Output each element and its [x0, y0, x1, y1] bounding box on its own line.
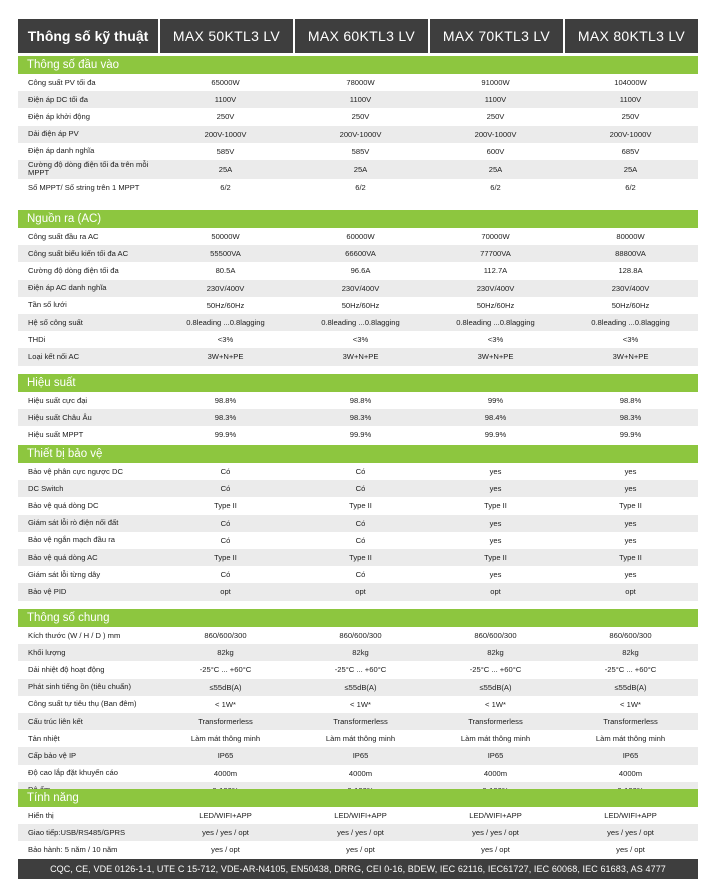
- cell-value: 99.9%: [349, 430, 372, 440]
- row-label: Hiển thị: [28, 810, 54, 820]
- section-title: Tính năng: [18, 789, 698, 807]
- cell-value: Có: [355, 535, 366, 545]
- table-row: [18, 583, 698, 600]
- row-label: Cấp bảo vệ IP: [28, 750, 77, 760]
- cell-value: IP65: [487, 751, 504, 761]
- cell-value: 78000W: [346, 78, 375, 88]
- row-label: Giao tiếp:USB/RS485/GPRS: [28, 827, 126, 837]
- cell-value: Có: [220, 535, 231, 545]
- cell-value: Có: [220, 570, 231, 580]
- table-row: [18, 713, 698, 730]
- cell-value: 250V: [351, 112, 370, 122]
- cell-value: 1100V: [619, 95, 642, 105]
- cell-value: Làm mát thông minh: [595, 734, 666, 744]
- cell-value: 50000W: [211, 232, 240, 242]
- cell-value: Làm mát thông minh: [460, 734, 531, 744]
- model-header: MAX 50KTL3 LV: [158, 19, 293, 53]
- table-header: [18, 19, 698, 53]
- cell-value: yes / yes / opt: [472, 828, 519, 838]
- cell-value: yes / yes / opt: [337, 828, 384, 838]
- table-row: [18, 463, 698, 480]
- cell-value: 230V/400V: [341, 283, 380, 293]
- spec-section: [18, 56, 698, 196]
- cell-value: yes: [624, 535, 637, 545]
- table-row: [18, 179, 698, 196]
- cell-value: 25A: [488, 164, 503, 174]
- cell-value: ≤55dB(A): [344, 682, 377, 692]
- section-title: Thông số đầu vào: [18, 56, 698, 74]
- cell-value: LED/WIFI+APP: [469, 811, 522, 821]
- cell-value: Type II: [349, 501, 372, 511]
- cell-value: 50Hz/60Hz: [476, 300, 515, 310]
- cell-value: -25°C ... +60°C: [604, 665, 657, 675]
- table-row: [18, 245, 698, 262]
- cell-value: IP65: [352, 751, 369, 761]
- cell-value: LED/WIFI+APP: [604, 811, 657, 821]
- row-label: Tần số lưới: [28, 300, 67, 310]
- row-label: Bảo vệ phân cực ngược DC: [28, 466, 123, 476]
- cell-value: 99%: [487, 396, 504, 406]
- table-row: [18, 392, 698, 409]
- table-row: [18, 661, 698, 678]
- cell-value: ≤55dB(A): [209, 682, 242, 692]
- table-row: [18, 807, 698, 824]
- cell-value: 98.8%: [349, 396, 372, 406]
- cell-value: 98.3%: [214, 413, 237, 423]
- cell-value: 4000m: [348, 768, 373, 778]
- cell-value: <3%: [622, 335, 639, 345]
- cell-value: 82kg: [217, 648, 234, 658]
- cell-value: opt: [220, 587, 231, 597]
- cell-value: Làm mát thông minh: [190, 734, 261, 744]
- table-row: [18, 532, 698, 549]
- table-row: [18, 426, 698, 443]
- cell-value: 200V-1000V: [609, 129, 652, 139]
- cell-value: ≤55dB(A): [479, 682, 512, 692]
- row-label: Số MPPT/ Số string trên 1 MPPT: [28, 182, 140, 192]
- cell-value: 99.9%: [619, 430, 642, 440]
- cell-value: < 1W*: [350, 699, 371, 709]
- cell-value: 685V: [621, 146, 640, 156]
- cell-value: 1100V: [349, 95, 372, 105]
- cell-value: 6/2: [220, 183, 231, 193]
- cell-value: 60000W: [346, 232, 375, 242]
- row-label: Hiệu suất MPPT: [28, 429, 84, 439]
- cell-value: 80.5A: [215, 266, 236, 276]
- cell-value: yes: [624, 467, 637, 477]
- cell-value: yes: [489, 484, 502, 494]
- spec-section: [18, 374, 698, 444]
- cell-value: 25A: [623, 164, 638, 174]
- cell-value: 112.7A: [483, 266, 508, 276]
- table-row: [18, 627, 698, 644]
- cell-value: 91000W: [481, 78, 510, 88]
- table-row: [18, 824, 698, 841]
- row-label: Hiệu suất cực đại: [28, 395, 88, 405]
- section-title: Nguồn ra (AC): [18, 210, 698, 228]
- cell-value: Có: [220, 467, 231, 477]
- cell-value: 6/2: [625, 183, 636, 193]
- table-row: [18, 747, 698, 764]
- cell-value: yes / opt: [211, 845, 240, 855]
- cell-value: Transformerless: [468, 717, 523, 727]
- cell-value: Type II: [349, 553, 372, 563]
- cell-value: 0.8leading ...0.8lagging: [186, 318, 265, 328]
- row-label: Tản nhiệt: [28, 733, 60, 743]
- cell-value: yes: [489, 467, 502, 477]
- row-label: Dải nhiệt độ hoạt động: [28, 664, 105, 674]
- cell-value: yes: [624, 518, 637, 528]
- model-header: MAX 70KTL3 LV: [428, 19, 563, 53]
- cell-value: Có: [355, 467, 366, 477]
- row-label: Công suất biểu kiến tối đa AC: [28, 248, 129, 258]
- row-label: Dải điện áp PV: [28, 129, 79, 139]
- cell-value: yes: [489, 535, 502, 545]
- row-label: Loại kết nối AC: [28, 351, 80, 361]
- cell-value: 0.8leading ...0.8lagging: [591, 318, 670, 328]
- model-header: MAX 60KTL3 LV: [293, 19, 428, 53]
- cell-value: 50Hz/60Hz: [206, 300, 245, 310]
- cell-value: Type II: [619, 553, 642, 563]
- row-label: Công suất tự tiêu thụ (Ban đêm): [28, 699, 137, 709]
- table-row: [18, 108, 698, 125]
- cell-value: 50Hz/60Hz: [341, 300, 380, 310]
- cell-value: IP65: [217, 751, 234, 761]
- cell-value: yes: [489, 518, 502, 528]
- cell-value: Type II: [214, 501, 237, 511]
- cell-value: 585V: [216, 146, 235, 156]
- row-label: Hệ số công suất: [28, 317, 83, 327]
- row-label: Công suất PV tối đa: [28, 77, 96, 87]
- cell-value: yes: [624, 570, 637, 580]
- row-label: Điện áp danh nghĩa: [28, 146, 95, 156]
- cell-value: 98.3%: [349, 413, 372, 423]
- cell-value: -25°C ... +60°C: [199, 665, 252, 675]
- cell-value: 104000W: [614, 78, 647, 88]
- cell-value: 200V-1000V: [339, 129, 382, 139]
- cell-value: yes / yes / opt: [607, 828, 654, 838]
- table-row: [18, 515, 698, 532]
- cell-value: opt: [490, 587, 501, 597]
- cell-value: 25A: [353, 164, 368, 174]
- cell-value: <3%: [352, 335, 369, 345]
- cell-value: 3W+N+PE: [207, 352, 244, 362]
- cell-value: 230V/400V: [611, 283, 650, 293]
- cell-value: 77700VA: [480, 249, 511, 259]
- cell-value: 4000m: [483, 768, 508, 778]
- cell-value: yes: [489, 570, 502, 580]
- table-row: [18, 644, 698, 661]
- cell-value: Có: [355, 570, 366, 580]
- cell-value: IP65: [622, 751, 639, 761]
- spec-section: [18, 210, 698, 366]
- cell-value: Transformerless: [603, 717, 658, 727]
- cell-value: Transformerless: [198, 717, 253, 727]
- cell-value: 0.8leading ...0.8lagging: [321, 318, 400, 328]
- cell-value: 99.9%: [214, 430, 237, 440]
- cell-value: 82kg: [622, 648, 639, 658]
- certifications-footer: CQC, CE, VDE 0126-1-1, UTE C 15-712, VDE-AR-N4105, EN50438, DRRG, CEI 0-16, BDEW, IEC 62116, IEC61727, IEC 60068, IEC 61683, AS 4777: [18, 859, 698, 879]
- cell-value: 80000W: [616, 232, 645, 242]
- cell-value: < 1W*: [215, 699, 236, 709]
- table-row: [18, 696, 698, 713]
- cell-value: 98.3%: [619, 413, 642, 423]
- cell-value: -25°C ... +60°C: [334, 665, 387, 675]
- table-row: [18, 409, 698, 426]
- cell-value: Có: [355, 518, 366, 528]
- cell-value: Có: [355, 484, 366, 494]
- cell-value: yes / opt: [481, 845, 510, 855]
- table-row: [18, 91, 698, 108]
- table-row: [18, 480, 698, 497]
- row-label: Phát sinh tiếng ồn (tiêu chuẩn): [28, 682, 132, 692]
- row-label: Bảo vệ quá dòng DC: [28, 500, 99, 510]
- cell-value: 99.9%: [484, 430, 507, 440]
- section-title: Thông số chung: [18, 609, 698, 627]
- cell-value: 98.4%: [484, 413, 507, 423]
- cell-value: 66600VA: [345, 249, 376, 259]
- cell-value: 250V: [216, 112, 235, 122]
- cell-value: 88800VA: [615, 249, 646, 259]
- cell-value: 96.6A: [350, 266, 371, 276]
- row-label: Điện áp AC danh nghĩa: [28, 283, 107, 293]
- row-label: Kích thước (W / H / D ) mm: [28, 630, 121, 640]
- cell-value: 98.8%: [214, 396, 237, 406]
- model-header: MAX 80KTL3 LV: [563, 19, 698, 53]
- cell-value: 3W+N+PE: [342, 352, 379, 362]
- cell-value: 230V/400V: [476, 283, 515, 293]
- table-row: [18, 228, 698, 245]
- cell-value: Làm mát thông minh: [325, 734, 396, 744]
- table-row: [18, 160, 698, 179]
- cell-value: 50Hz/60Hz: [611, 300, 650, 310]
- row-label: Giám sát lỗi rò điện nối đất: [28, 518, 119, 528]
- table-row: [18, 280, 698, 297]
- cell-value: 3W+N+PE: [477, 352, 514, 362]
- row-label: Cường độ dòng điện tối đa: [28, 265, 119, 275]
- row-label: Giám sát lỗi từng dây: [28, 569, 101, 579]
- section-title: Thiết bị bảo vệ: [18, 445, 698, 463]
- cell-value: ≤55dB(A): [614, 682, 647, 692]
- cell-value: 70000W: [481, 232, 510, 242]
- cell-value: opt: [625, 587, 636, 597]
- cell-value: yes / opt: [616, 845, 645, 855]
- cell-value: yes / opt: [346, 845, 375, 855]
- cell-value: 860/600/300: [339, 631, 382, 641]
- row-label: DC Switch: [28, 483, 64, 493]
- row-label: Bảo hành: 5 năm / 10 năm: [28, 844, 118, 854]
- cell-value: Có: [220, 484, 231, 494]
- table-row: [18, 765, 698, 782]
- spec-section: [18, 789, 698, 859]
- table-row: [18, 841, 698, 858]
- cell-value: 128.8A: [618, 266, 643, 276]
- cell-value: yes: [624, 484, 637, 494]
- cell-value: 860/600/300: [474, 631, 517, 641]
- cell-value: < 1W*: [620, 699, 641, 709]
- row-label: Điện áp DC tối đa: [28, 94, 88, 104]
- table-row: [18, 297, 698, 314]
- row-label: Khối lượng: [28, 647, 66, 657]
- table-row: [18, 730, 698, 747]
- cell-value: 3W+N+PE: [612, 352, 649, 362]
- cell-value: yes / yes / opt: [202, 828, 249, 838]
- cell-value: opt: [355, 587, 366, 597]
- cell-value: <3%: [487, 335, 504, 345]
- cell-value: 585V: [351, 146, 370, 156]
- cell-value: LED/WIFI+APP: [199, 811, 252, 821]
- row-label: Độ cao lắp đặt khuyến cáo: [28, 768, 118, 778]
- cell-value: -25°C ... +60°C: [469, 665, 522, 675]
- table-row: [18, 143, 698, 160]
- cell-value: <3%: [217, 335, 234, 345]
- spec-section: [18, 445, 698, 601]
- row-label: Bảo vệ PID: [28, 586, 67, 596]
- table-row: [18, 262, 698, 279]
- cell-value: 250V: [621, 112, 640, 122]
- row-label: Bảo vệ quá dòng AC: [28, 552, 98, 562]
- row-label: Hiệu suất Châu Âu: [28, 412, 92, 422]
- table-row: [18, 549, 698, 566]
- cell-value: 55500VA: [210, 249, 241, 259]
- cell-value: 82kg: [352, 648, 369, 658]
- cell-value: 65000W: [211, 78, 240, 88]
- row-label: Cường độ dòng điện tối đa trên mỗi MPPT: [28, 160, 149, 178]
- row-label: Công suất đầu ra AC: [28, 231, 99, 241]
- cell-value: Type II: [619, 501, 642, 511]
- cell-value: 1100V: [484, 95, 507, 105]
- cell-value: 6/2: [355, 183, 366, 193]
- cell-value: 0.8leading ...0.8lagging: [456, 318, 535, 328]
- section-title: Hiệu suất: [18, 374, 698, 392]
- cell-value: 250V: [486, 112, 505, 122]
- cell-value: 860/600/300: [609, 631, 652, 641]
- cell-value: 98.8%: [619, 396, 642, 406]
- cell-value: 1100V: [214, 95, 237, 105]
- cell-value: 200V-1000V: [474, 129, 517, 139]
- cell-value: 860/600/300: [204, 631, 247, 641]
- row-label: THDi: [28, 334, 46, 344]
- cell-value: LED/WIFI+APP: [334, 811, 387, 821]
- cell-value: 600V: [486, 146, 505, 156]
- cell-value: < 1W*: [485, 699, 506, 709]
- table-row: [18, 331, 698, 348]
- spec-section: [18, 609, 698, 799]
- cell-value: Có: [220, 518, 231, 528]
- table-row: [18, 348, 698, 365]
- cell-value: 230V/400V: [206, 283, 245, 293]
- table-row: [18, 679, 698, 696]
- table-row: [18, 74, 698, 91]
- spec-title: Thông số kỹ thuật: [18, 19, 158, 53]
- table-row: [18, 497, 698, 514]
- cell-value: 200V-1000V: [204, 129, 247, 139]
- cell-value: 4000m: [213, 768, 238, 778]
- row-label: Bảo vệ ngắn mạch đầu ra: [28, 535, 115, 545]
- cell-value: 25A: [218, 164, 233, 174]
- cell-value: Type II: [484, 553, 507, 563]
- cell-value: 82kg: [487, 648, 504, 658]
- cell-value: Transformerless: [333, 717, 388, 727]
- row-label: Cấu trúc liên kết: [28, 716, 83, 726]
- cell-value: 6/2: [490, 183, 501, 193]
- table-row: [18, 314, 698, 331]
- table-row: [18, 566, 698, 583]
- table-row: [18, 126, 698, 143]
- cell-value: Type II: [214, 553, 237, 563]
- row-label: Điện áp khởi động: [28, 111, 90, 121]
- cell-value: Type II: [484, 501, 507, 511]
- cell-value: 4000m: [618, 768, 643, 778]
